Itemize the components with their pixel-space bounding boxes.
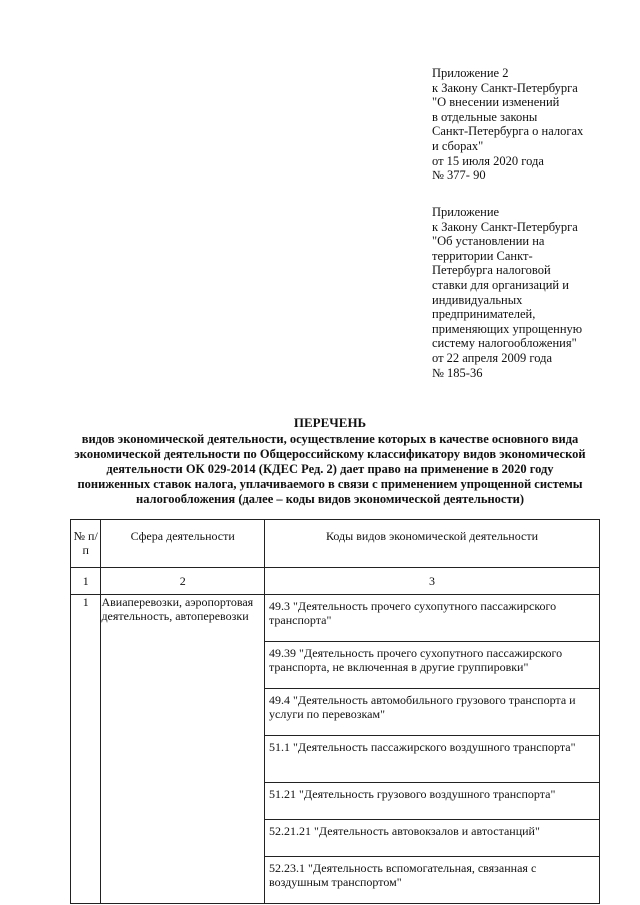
activity-code: 49.4 "Деятельность автомобильного грузового транспорта и услуги по перевозкам" [265, 689, 600, 736]
table-header-row [71, 520, 600, 568]
header-area-label: Сфера деятельности [130, 529, 235, 543]
activity-code: 52.23.1 "Деятельность вспомогательная, связанная с воздушным транспортом" [265, 857, 600, 904]
appendix-1-line: и сборах" [432, 138, 484, 153]
activity-code: 51.1 "Деятельность пассажирского воздушного транспорта" [265, 736, 600, 783]
index-cell: 2 [101, 568, 265, 595]
table-row [71, 595, 600, 642]
title-line: налогообложения (далее – коды видов экономической деятельности) [136, 492, 524, 506]
appendix-2-line: предпринимателей, [432, 307, 536, 322]
appendix-2-line: индивидуальных [432, 292, 523, 307]
activity-code: 51.21 "Деятельность грузового воздушного транспорта" [265, 783, 600, 820]
title-line: деятельности ОК 029-2014 (КДЕС Ред. 2) дает право на применение в 2020 году [106, 462, 554, 476]
header-num [71, 520, 101, 568]
header-codes-label: Коды видов экономической деятельности [326, 529, 538, 543]
activity-code: 49.3 "Деятельность прочего сухопутного пассажирского транспорта" [265, 595, 600, 642]
appendix-2-line: к Закону Санкт-Петербурга [432, 219, 578, 234]
title-line: экономической деятельности по Общероссийскому классификатору видов экономической [74, 447, 586, 461]
index-cell: 1 [71, 568, 101, 595]
title-main: ПЕРЕЧЕНЬ [293, 415, 367, 430]
appendix-2-line: Приложение [432, 205, 500, 219]
activity-codes-table [70, 519, 600, 904]
row-area: Авиаперевозки, аэропортовая деятельность, автоперевозки [101, 595, 265, 904]
index-cell: 3 [265, 568, 600, 595]
appendix-1-line: от 15 июля 2020 года [432, 153, 544, 168]
header-num-label: № п/п [73, 529, 98, 557]
header-codes [265, 520, 600, 568]
appendix-1-number: № 377- 90 [432, 168, 486, 183]
row-number: 1 [71, 595, 101, 904]
title-line: пониженных ставок налога, уплачиваемого в связи с применением упрощенной системы [77, 477, 583, 491]
document-title [60, 415, 600, 507]
appendix-2-header [432, 205, 632, 380]
table-index-row [71, 568, 600, 595]
appendix-2-line: применяющих упрощенную [432, 321, 583, 336]
appendix-2-line: от 22 апреля 2009 года [432, 350, 553, 365]
appendix-1-line: в отдельные законы [432, 109, 538, 124]
appendix-1-line: к Закону Санкт-Петербурга [432, 80, 578, 95]
activity-code: 52.21.21 "Деятельность автовокзалов и автостанций" [265, 820, 600, 857]
appendix-2-line: Петербурга налоговой [432, 263, 551, 278]
appendix-1-line: Приложение 2 [432, 66, 509, 80]
appendix-2-line: ставки для организаций и [432, 277, 569, 292]
activity-code: 49.39 "Деятельность прочего сухопутного пассажирского транспорта, не включенная в другие группировки" [265, 642, 600, 689]
appendix-2-number: № 185-36 [432, 365, 483, 380]
appendix-1-header [432, 66, 632, 183]
appendix-2-line: территории Санкт- [432, 248, 533, 263]
appendix-2-line: систему налогообложения" [432, 336, 577, 351]
title-line: видов экономической деятельности, осуществление которых в качестве основного вида [81, 432, 579, 446]
appendix-2-line: "Об установлении на [432, 234, 545, 249]
appendix-1-line: "О внесении изменений [432, 95, 560, 110]
header-area [101, 520, 265, 568]
appendix-1-line: Санкт-Петербурга о налогах [432, 124, 584, 139]
